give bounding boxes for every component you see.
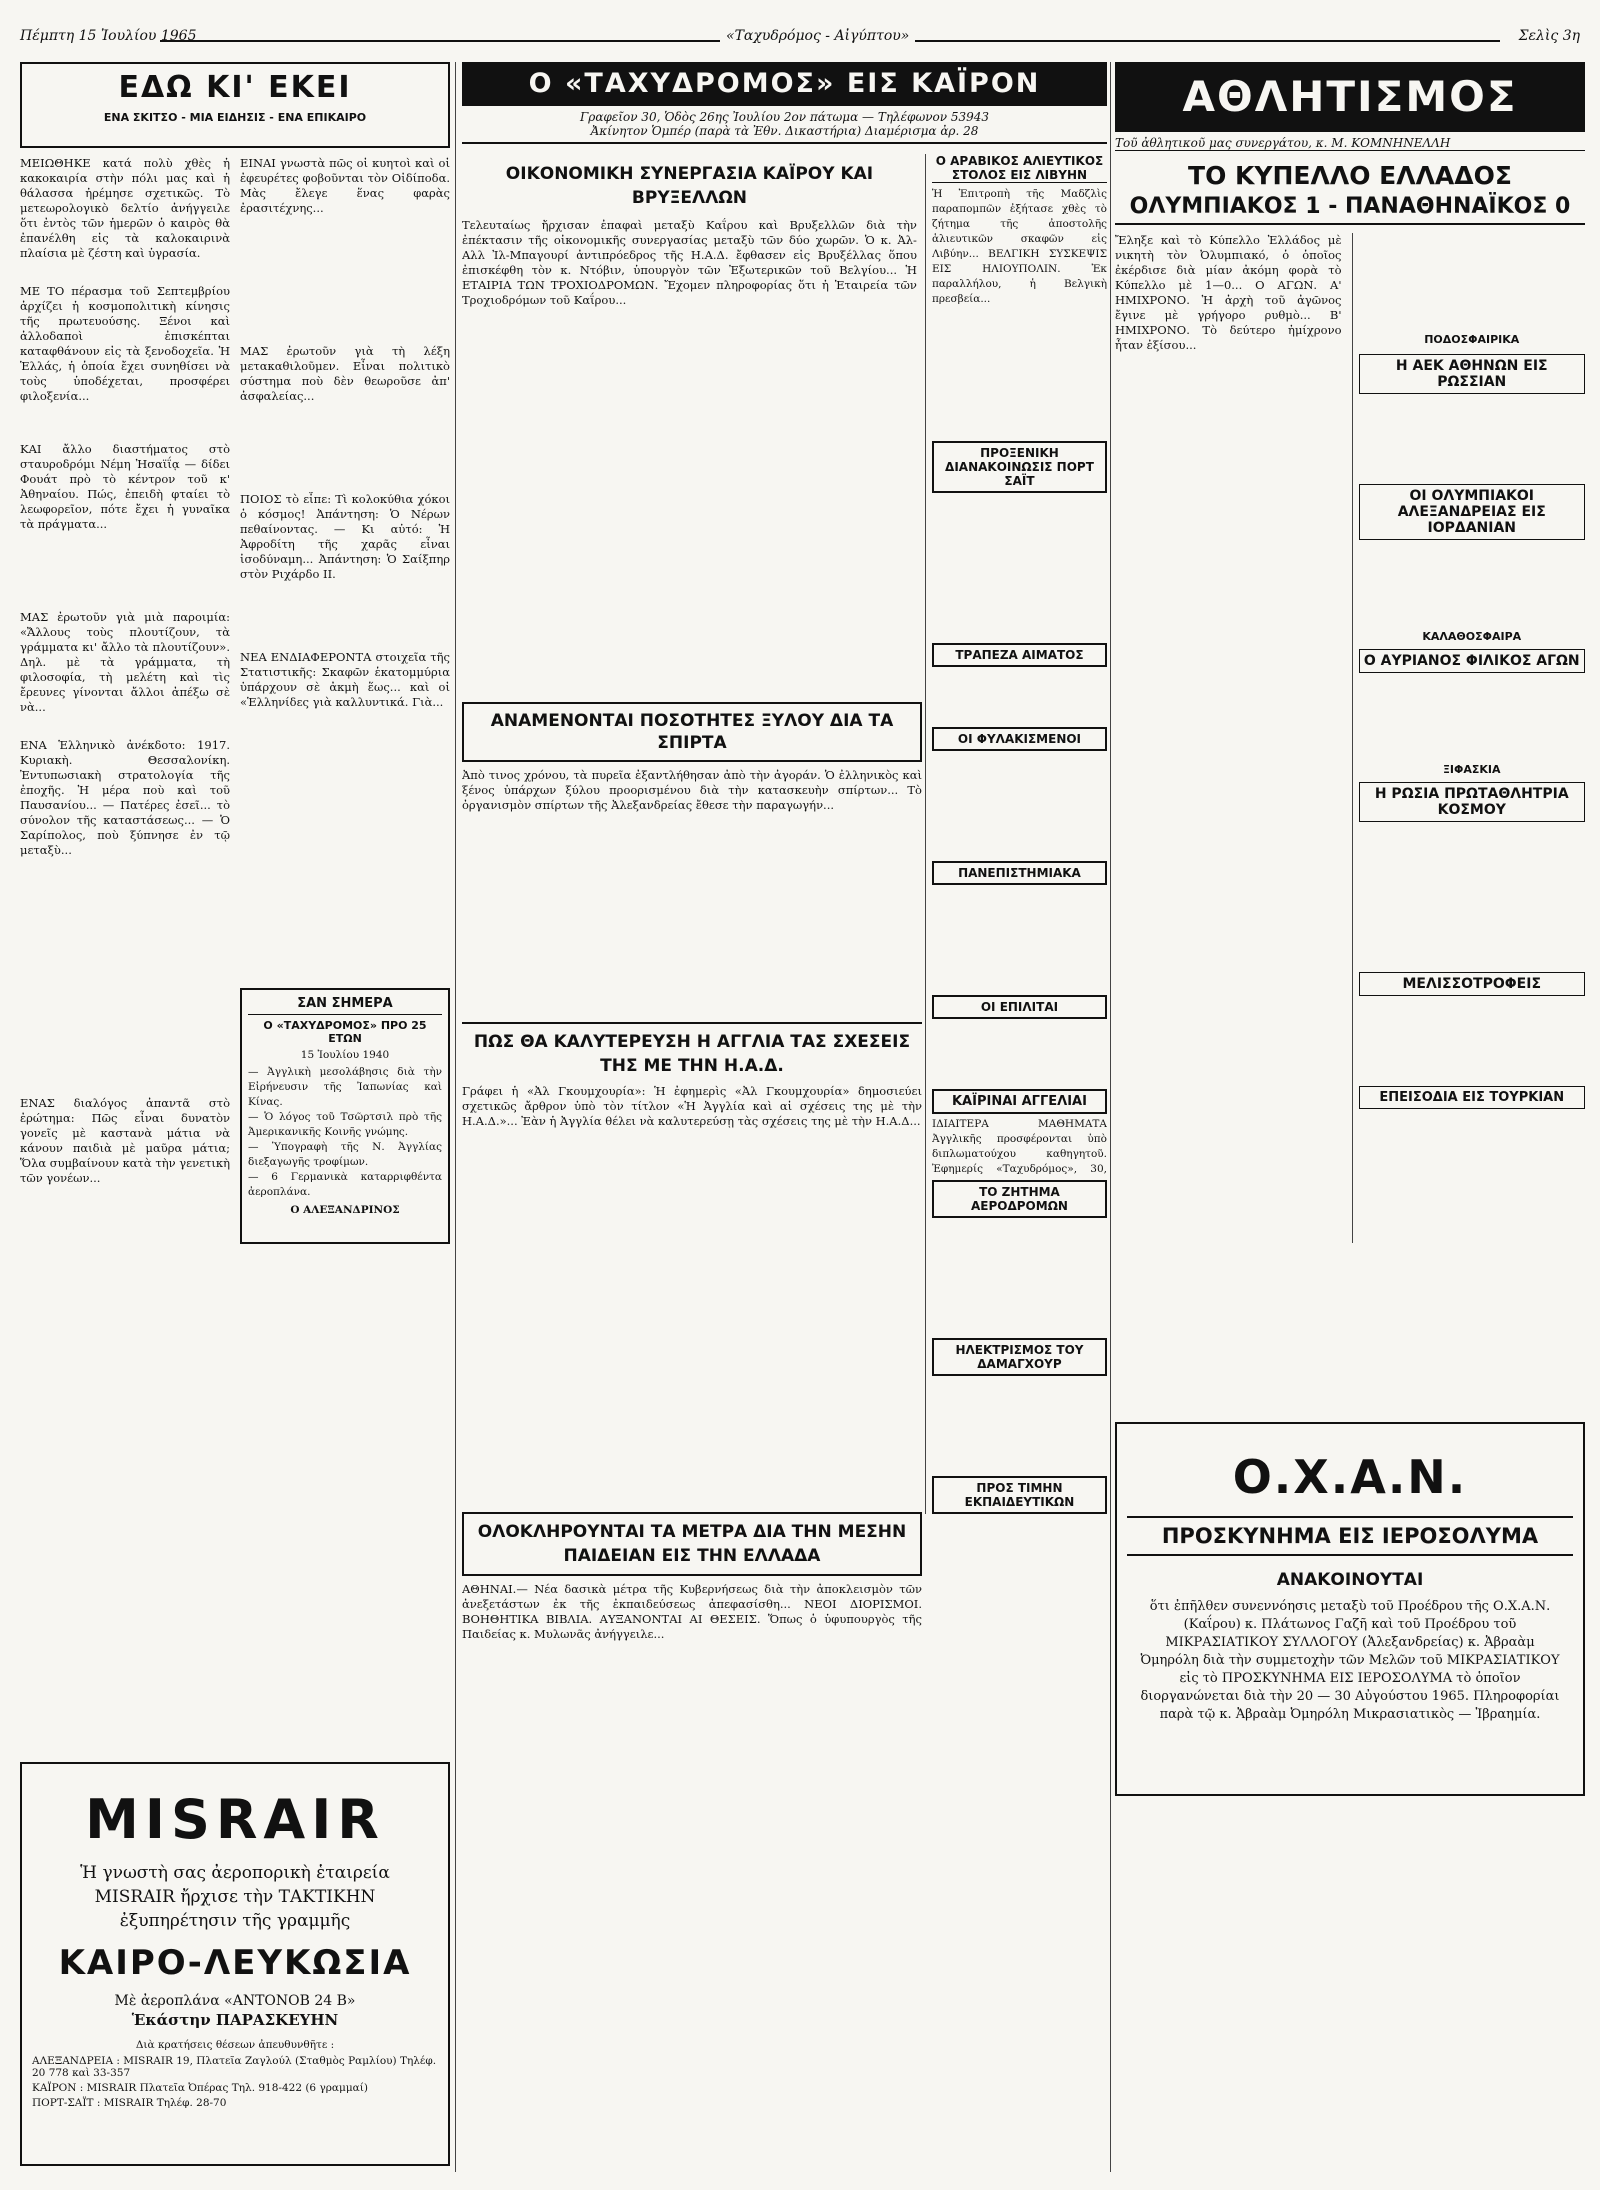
sports-masthead: ΑΘΛΗΤΙΣΜΟΣ [1182, 72, 1518, 121]
item-paragraph: ΜΕΙΩΘΗΚΕ κατά πολὺ χθὲς ἡ κακοκαιρία στὴν πόλι μας καὶ ἡ θάλασσα ἠρέμησε σχετικῶς. Τὸ μετεωρολογικὸ δελτίο ἀνήγγειλε ὅτι ἐντὸς τῶν ἡμερῶν ὁ καιρὸς θὰ ἐπανέλθη εἰς τὰ καλοκαιρινὰ πλαίσια μὲ ζέστη καὶ ὑγρασία. [20, 156, 230, 260]
notice-heading: ΗΛΕΚΤΡΙΣΜΟΣ ΤΟΥ ΔΑΜΑΓΧΟΥΡ [932, 1338, 1107, 1376]
anniversary-item: — Ἀγγλικὴ μεσολάβησις διὰ τὴν Εἰρήνευσιν τῆς Ἰαπωνίας καὶ Κίνας. [248, 1066, 442, 1108]
item-paragraph: ΕΝΑ Ἑλληνικὸ ἀνέκδοτο: 1917. Κυριακὴ. Θεσσαλονίκη. Ἐντυπωσιακὴ στρατολογία τῆς ἐποχῆς. Ἡ μέρα ποὺ καὶ τοῦ Παυσανίου... — Πατέρες ἐσεῖ... τὸ σύνολον τῆς καταστάσεως... — Ὁ Σαρίπολος, ποὺ ξύπνησε ἐν τῷ μεταξὺ... [20, 738, 230, 857]
notice-body [932, 885, 1107, 995]
notice-body [932, 1019, 1107, 1089]
ochan-ad [1115, 1422, 1585, 1796]
sports-body [1359, 540, 1586, 630]
column-divider [455, 62, 456, 2172]
ad-office: ΚΑΪΡΟΝ : MISRAIR Πλατεῖα Ὀπέρας Τηλ. 918-422 (6 γραμμαί) [32, 2082, 368, 2094]
item-paragraph: ΜΑΣ ἐρωτοῦν γιὰ μιὰ παροιμία: «Ἄλλους τοὺς πλουτίζουν, τὰ γράμματα κι' ἄλλο τὰ πλουτίζουν». Δηλ. μὲ τὰ γράμματα, τὴ φιλοσοφία, τὴ μελέτη καὶ τὶς ἔρευνες γίνονται ἄλλοι ἀπέξω σὲ νὰ... [20, 610, 230, 714]
anniversary-box [240, 988, 450, 1244]
column-left-b [240, 156, 450, 1356]
ad-office: ΑΛΕΞΑΝΔΡΕΙΑ : MISRAIR 19, Πλατεῖα Ζαγλούλ (Σταθμὸς Ραμλίου) Τηλέφ. 20 778 καὶ 33-357 [32, 2055, 437, 2079]
notice-heading: ΠΡΟΣ ΤΙΜΗΝ ΕΚΠΑΙΔΕΥΤΙΚΩΝ [932, 1476, 1107, 1514]
sports-section: ΞΙΦΑΣΚΙΑ [1442, 763, 1501, 776]
sports-headline: Η ΡΩΣΙΑ ΠΡΩΤΑΘΛΗΤΡΙΑ ΚΟΣΜΟΥ [1359, 782, 1586, 822]
item-paragraph: ΕΙΝΑΙ γνωστὰ πῶς οἱ κυητοὶ καὶ οἱ ἐφευρέτες φοβοῦνται τὸν Οἰδίποδα. Μὰς ἔλεγε ἕνας φαρὰς ἐρασιτέχνης... [240, 156, 450, 215]
ad-text: Ἡ γνωστὴ σας ἀεροπορικὴ ἑταιρεία MISRAIR ἤρχισε τὴν ΤΑΚΤΙΚΗΝ ἐξυπηρέτησιν τῆς γραμμῆς [80, 1863, 390, 1931]
article-body: Γράφει ἡ «Ἀλ Γκουμχουρία»: Ἡ ἐφημερὶς «Ἀλ Γκουμχουρία» δημοσιεύει σχετικῶς ἄρθρον ὑπὸ τὸν τίτλον «Ἡ Ἀγγλία καὶ αἱ σχέσεις της μὲ τὴν Η.Α.Δ.»... Ἐὰν ἡ Ἀγγλία θέλει νὰ καλυτερεύσῃ τὰς σχέσεις της μὲ τὴν Η.Α.Δ... [462, 1084, 922, 1128]
column-right [1115, 62, 1585, 1722]
sports-headline: ΜΕΛΙΣΣΟΤΡΟΦΕΙΣ [1359, 972, 1586, 996]
anniversary-title: ΣΑΝ ΣΗΜΕΡΑ [248, 996, 442, 1015]
article-education [462, 1512, 922, 2148]
notice-heading: ΟΙ ΦΥΛΑΚΙΣΜΕΝΟΙ [932, 727, 1107, 751]
issue-date: Πέμπτη 15 Ἰουλίου 1965 [20, 28, 197, 44]
misrair-ad [20, 1762, 450, 2166]
article-body: ΑΘΗΝΑΙ.— Νέα δασικὰ μέτρα τῆς Κυβερνήσεως διὰ τὴν ἀποκλεισμὸν τῶν ἀνεξετάστων ἐκ τῆς ἐκπαιδεύσεως ἀπεφασίσθη... ΝΕΟΙ ΔΙΟΡΙΣΜΟΙ. ΒΟΗΘΗΤΙΚΑ ΒΙΒΛΙΑ. ΑΥΞΑΝΟΝΤΑΙ ΑΙ ΘΕΣΕΙΣ. Ὅπως ὁ ὑφυπουργὸς τῆς Παιδείας κ. Μυλωνᾶς ἀνήγγειλε... [462, 1582, 922, 1641]
anniversary-item: — Ὑπογραφὴ τῆς Ν. Ἀγγλίας διεξαγωγῆς τροφίμων. [248, 1141, 442, 1168]
item-paragraph: ΜΑΣ ἐρωτοῦν γιὰ τὴ λέξη μετακαθιλοῦμεν. Εἶναι πολιτικὸ σύστημα ποὺ δὲν θεωροῦσε ἀπ' ἀσφαλείας... [240, 344, 450, 403]
office-address: Γραφεῖον 30, Ὁδὸς 26ης Ἰουλίου 2ον πάτωμα — Τηλέφωνον 53943 [579, 110, 990, 124]
article-headline: ΟΛΟΚΛΗΡΟΥΝΤΑΙ ΤΑ ΜΕΤΡΑ ΔΙΑ ΤΗΝ ΜΕΣΗΝ ΠΑΙΔΕΙΑΝ ΕΙΣ ΤΗΝ ΕΛΛΑΔΑ [462, 1512, 922, 1576]
ad-route: ΚΑΙΡΟ-ΛΕΥΚΩΣΙΑ [58, 1943, 412, 1983]
masthead: Ο «ΤΑΧΥΔΡΟΜΟΣ» ΕΙΣ ΚΑΪΡΟΝ [528, 68, 1041, 99]
article-headline: ΑΝΑΜΕΝΟΝΤΑΙ ΠΟΣΟΤΗΤΕΣ ΞΥΛΟΥ ΔΙΑ ΤΑ ΣΠΙΡΤΑ [462, 702, 922, 762]
notice-body [932, 493, 1107, 643]
item-paragraph: ΕΝΑΣ διαλόγος ἀπαντᾶ στὸ ἐρώτημα: Πῶς εἶναι δυνατὸν γονεῖς μὲ καστανὰ μάτια νὰ κάνουν παιδιὰ μὲ μαῦρα μάτια; Ὅλα συμβαίνουν κατὰ τὴν γενετικὴ τῶν γονέων... [20, 1096, 230, 1185]
anniversary-signature: Ο ΑΛΕΞΑΝΔΡΙΝΟΣ [290, 1204, 400, 1216]
masthead-box [462, 62, 1107, 106]
item-paragraph: ΚΑΙ ἄλλο διαστήματος στὸ σταυροδρόμι Νέμη Ἠσαϊΐᾳ — δίδει Φουάτ πρὸ τὸ κέντρον τοῦ κ' Ἀθηναίου. Πώς, ἐπειδὴ φταίει τὸ λεωφορεῖον, πότε ἔχει ἡ γυναῖκα τὰ πράγματα... [20, 442, 230, 531]
anniversary-item: — 6 Γερμανικὰ καταρριφθέντα ἀεροπλάνα. [248, 1171, 442, 1198]
office-address: Ἀκίνητον Ὁμπέρ (παρὰ τὰ Ἐθν. Δικαστήρια) Διαμέρισμα ἀρ. 28 [462, 124, 1107, 144]
column-left [20, 62, 450, 2109]
sports-headline: Ο ΑΥΡΙΑΝΟΣ ΦΙΛΙΚΟΣ ΑΓΩΝ [1359, 649, 1586, 673]
sports-masthead-box [1115, 62, 1585, 132]
sports-headline: Η ΑΕΚ ΑΘΗΝΩΝ ΕΙΣ ΡΩΣΣΙΑΝ [1359, 354, 1586, 394]
ad-title: Ο.Χ.Α.Ν. [1232, 1450, 1468, 1504]
column-left-a [20, 156, 230, 1356]
column-divider [1110, 62, 1111, 2172]
notice-heading: ΟΙ ΕΠΙΛΙΤΑΙ [932, 995, 1107, 1019]
page-number: Σελὶς 3η [1513, 28, 1580, 44]
article-body: Ἡ Ἐπιτροπὴ τῆς Μαδζλὶς παραπομπῶν ἐξήτασε χθὲς τὸ ζήτημα τῆς ἀποστολῆς ἁλιευτικῶν σκαφῶν εἰς Λιβύην... ΒΕΛΓΙΚΗ ΣΥΣΚΕΨΙΣ ΕΙΣ ΗΛΙΟΥΠΟΛΙΝ. Ἐκ παραλλήλου, ἡ Βελγικὴ πρεσβεία... [931, 188, 1107, 305]
article-headline: ΠΩΣ ΘΑ ΚΑΛΥΤΕΡΕΥΣΗ Η ΑΓΓΛΙΑ ΤΑΣ ΣΧΕΣΕΙΣ ΤΗΣ ΜΕ ΤΗΝ Η.Α.Δ. [462, 1022, 922, 1078]
article-body: Τελευταίως ἤρχισαν ἐπαφαὶ μεταξὺ Καΐρου καὶ Βρυξελλῶν διὰ τὴν ἐπέκτασιν τῆς οἰκονομικῆς συνεργασίας μεταξὺ τῶν δύο χωρῶν. Ὁ κ. Ἀλ-Αλλ Ἰλ-Μπαγουρί ἀντιπρόεδρος τῆς Η.Α.Δ. ἔφθασεν εἰς Βρυξέλλας ὅπου ἐπισκέφθη τὸν κ. Ντόβιν, ὑπουργὸν τῶν Ἐξωτερικῶν τοῦ Βελγίου... Ἡ ΕΤΑΙΡΙΑ ΤΩΝ ΤΡΟΧΙΟΔΡΟΜΩΝ. Ἔχομεν πληροφορίας ὅτι ἡ Ἑταιρεία τῶν Τροχιοδρόμων τοῦ Καΐρου... [462, 218, 917, 307]
notice-heading: ΠΑΝΕΠΙΣΤΗΜΙΑΚΑ [932, 861, 1107, 885]
ad-plane: Μὲ ἀεροπλάνα «ΑΝΤΟΝΟΒ 24 Β» [114, 1993, 356, 2009]
ad-text: ὅτι ἐπῆλθεν συνεννόησις μεταξὺ τοῦ Προέδρου τῆς Ο.Χ.Α.Ν. (Καΐρου) κ. Πλάτωνος Γαζῆ καὶ τοῦ Προέδρου τοῦ ΜΙΚΡΑΣΙΑΤΙΚΟΥ ΣΥΛΛΟΓΟΥ (Ἀλεξανδρείας) κ. Ἀβραὰμ Ὀμηρόλη διὰ τὴν συμμετοχὴν τῶν Μελῶν τοῦ ΜΙΚΡΑΣΙΑΤΙΚΟΥ εἰς τὸ ΠΡΟΣΚΥΝΗΜΑ ΕΙΣ ΙΕΡΟΣΟΛΥΜΑ τὸ ὁποῖον διοργανώνεται διὰ τὴν 20 — 30 Αὐγούστου 1965. Πληροφορίαι παρὰ τῷ κ. Ἀβραὰμ Ὀμηρόλη Μικρασιατικὸς — Ἰβραημία. [1140, 1599, 1560, 1722]
sports-body [1359, 996, 1586, 1086]
match-score: ΟΛΥΜΠΙΑΚΟΣ 1 - ΠΑΝΑΘΗΝΑΪΚΟΣ 0 [1115, 194, 1585, 225]
ad-brand: MISRAIR [85, 1788, 385, 1851]
classified-ad: ΙΔΙΑΙΤΕΡΑ ΜΑΘΗΜΑΤΑ Ἀγγλικῆς προσφέρονται ὑπὸ διπλωματούχου καθηγητοῦ. Ἐφημερίς «Ταχυδρόμος», 30, [931, 1118, 1107, 1175]
article-headline: Ο ΑΡΑΒΙΚΟΣ ΑΛΙΕΥΤΙΚΟΣ ΣΤΟΛΟΣ ΕΙΣ ΛΙΒΥΗΝ [932, 154, 1107, 183]
sports-body [1359, 394, 1586, 484]
notice-heading: ΠΡΟΞΕΝΙΚΗ ΔΙΑΝΑΚΟΙΝΩΣΙΣ ΠΟΡΤ ΣΑΪΤ [932, 441, 1107, 493]
notice-body [932, 667, 1107, 727]
sports-body [1359, 822, 1586, 972]
item-paragraph: ΝΕΑ ΕΝΔΙΑΦΕΡΟΝΤΑ στοιχεῖα τῆς Στατιστικῆς: Σκαφῶν ἑκατομμύρια ὑπάρχουν σὲ ἀκμὴ ἕως... καὶ οἱ «Ἑλληνίδες γιὰ καλλυντικά. Γιὰ... [240, 650, 450, 709]
section-title: ΕΔΩ ΚΙ' ΕΚΕΙ [118, 70, 352, 105]
article-body: Ἔληξε καὶ τὸ Κύπελλο Ἑλλάδος μὲ νικητὴ τὸν Ὀλυμπιακό, ὁ ὁποῖος ἐκέρδισε διὰ μίαν ἀκόμη φορὰ τὸ Κύπελλο μὲ 1—0... Ο ΑΓΩΝ. Α' ΗΜΙΧΡΟΝΟ. Ἡ ἀρχὴ τοῦ ἀγῶνος ἔγινε μὲ γρήγορο ρυθμὸ... Β' ΗΜΙΧΡΟΝΟ. Τὸ δεύτερο ἡμίχρονο ἦταν ἐξίσου... [1115, 233, 1342, 352]
section-title-box [20, 62, 450, 148]
article-headline: ΟΙΚΟΝΟΜΙΚΗ ΣΥΝΕΡΓΑΣΙΑ ΚΑΪΡΟΥ ΚΑΙ ΒΡΥΞΕΛΛΩΝ [505, 164, 874, 208]
item-paragraph: ΠΟΙΟΣ τὸ εἶπε: Τὶ κολοκύθια χόκοι ὁ κόσμος! Ἀπάντηση: Ὁ Νέρων πεθαίνοντας. — Κι αὐτό: Ἡ Ἀφροδίτη τῆς χαρᾶς εἶναι ἰσοδύναμη... Ἀπάντηση: Ὁ Σαίξπηρ στὸν Ριχάρδο ΙΙ. [240, 492, 450, 581]
notice-body [932, 1376, 1107, 1476]
sports-byline: Τοῦ ἀθλητικοῦ μας συνεργάτου, κ. Μ. ΚΟΜΝΗΝΕΛΛΗ [1115, 136, 1585, 151]
article-body: Ἀπὸ τινος χρόνου, τὰ πυρεῖα ἐξαντλήθησαν ἀπὸ τὴν ἀγοράν. Ὁ ἐλληνικὸς καὶ ξένος ὑπάρχων ξύλου προορισμένου διὰ τὴν κατασκευὴν σπίρτων... Τὸ ὀργανισμὸν σπίρτων τῆς Ἀλεξανδρείας ἔθεσε τὴν παραγωγήν... [462, 768, 922, 812]
ad-subtitle: ΠΡΟΣΚΥΝΗΜΑ ΕΙΣ ΙΕΡΟΣΟΛΥΜΑ [1127, 1516, 1573, 1556]
sports-left [1115, 233, 1342, 1243]
ad-note: Διὰ κρατήσεις θέσεων ἀπευθυνθῆτε : [135, 2039, 335, 2051]
notice-heading: ΤΟ ΖΗΤΗΜΑ ΑΕΡΟΔΡΟΜΩΝ [932, 1180, 1107, 1218]
notice-heading: ΤΡΑΠΕΖΑ ΑΙΜΑΤΟΣ [932, 643, 1107, 667]
ad-day: Ἑκάστην ΠΑΡΑΣΚΕΥΗΝ [131, 2011, 339, 2029]
item-paragraph: ΜΕ ΤΟ πέρασμα τοῦ Σεπτεμβρίου ἀρχίζει ἡ κοσμοπολιτικὴ κίνησις τῆς πρωτευούσης. Ξένοι καὶ ἀλλοδαποὶ ἐπισκέπται καταφθάνουν εἰς τὰ ξενοδοχεῖα. Ἡ Ἑλλάς, ἡ ὁποία ἔχει συνηθίσει νὰ τοὺς ὑποδέχεται, προσφέρει φιλοξενία... [20, 284, 230, 403]
sports-right [1352, 233, 1586, 1243]
column-center [462, 62, 1107, 1641]
article-england [462, 1022, 922, 1490]
ad-office: ΠΟΡΤ-ΣΑΪΤ : MISRAIR Τηλέφ. 28-70 [32, 2097, 227, 2109]
sports-section: ΚΑΛΑΘΟΣΦΑΙΡΑ [1422, 630, 1522, 643]
notice-heading: ΚΑΪΡΙΝΑΙ ΑΓΓΕΛΙΑΙ [932, 1089, 1107, 1114]
anniversary-date: 15 Ἰουλίου 1940 [300, 1049, 390, 1061]
article-headline: ΤΟ ΚΥΠΕΛΛΟ ΕΛΛΑΔΟΣ [1188, 161, 1512, 190]
section-subtitle: ΕΝΑ ΣΚΙΤΣΟ - ΜΙΑ ΕΙΔΗΣΙΣ - ΕΝΑ ΕΠΙΚΑΙΡΟ [103, 111, 367, 124]
anniversary-line: Ο «ΤΑΧΥΔΡΟΜΟΣ» ΠΡΟ 25 ΕΤΩΝ [263, 1019, 427, 1045]
sports-headline: ΟΙ ΟΛΥΜΠΙΑΚΟΙ ΑΛΕΞΑΝΔΡΕΙΑΣ ΕΙΣ ΙΟΡΔΑΝΙΑΝ [1359, 484, 1586, 540]
notice-body [932, 1218, 1107, 1338]
notice-body [932, 751, 1107, 861]
anniversary-item: — Ὁ λόγος τοῦ Τσῶρτσιλ πρὸ τῆς Ἀμερικανικῆς Κοινῆς γνώμης. [248, 1111, 442, 1138]
sports-body [1359, 673, 1586, 763]
sports-section: ΠΟΔΟΣΦΑΙΡΙΚΑ [1424, 333, 1520, 346]
ad-label: ΑΝΑΚΟΙΝΟΥΤΑΙ [1276, 1570, 1424, 1590]
paper-name: «Ταχυδρόμος - Αἰγύπτου» [720, 28, 915, 44]
page-header [20, 28, 1580, 50]
article-matches [462, 702, 922, 1064]
center-right-block [925, 154, 1107, 1514]
sports-headline: ΕΠΕΙΣΟΔΙΑ ΕΙΣ ΤΟΥΡΚΙΑΝ [1359, 1086, 1586, 1109]
